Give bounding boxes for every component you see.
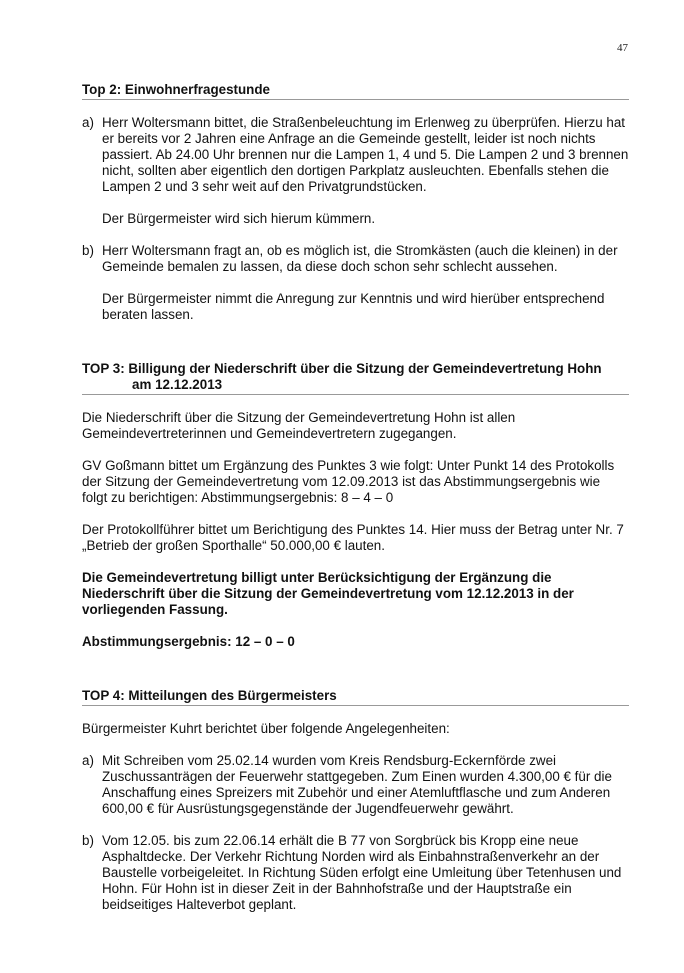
top4-heading: TOP 4: Mitteilungen des Bürgermeisters (82, 688, 629, 706)
top3-heading-line2: am 12.12.2013 (132, 377, 223, 392)
item-label: a) (82, 753, 94, 768)
top3-paragraph: Die Niederschrift über die Sitzung der Gemeindevertretung Hohn ist allen Gemeindevertreterinnen und Gemeindevertretern zugegangen. (82, 410, 516, 441)
top3-paragraph: Der Protokollführer bittet um Berichtigung des Punktes 14. Hier muss der Betrag unter Nr. 7 „Betrieb der großen Sporthalle“ 50.000,00 € lauten. (82, 522, 624, 553)
top2-item-a-response: Der Bürgermeister wird sich hierum kümmern. (102, 211, 376, 226)
top3-heading-line1: TOP 3: Billigung der Niederschrift über die Sitzung der Gemeindevertretung Hohn (82, 361, 602, 376)
top2-item-a-text: Herr Woltersmann bittet, die Straßenbeleuchtung im Erlenweg zu überprüfen. Hierzu hat er bereits vor 2 Jahren eine Anfrage an die Gemeinde gestellt, leider ist noch nichts passiert. Ab 24.00 Uhr brennen nur die Lampen 1, 4 und 5. Die Lampen 2 und 3 brennen nicht, sollten aber eigentlich den dortigen Parkplatz ausleuchten. Ebenfalls stehen die Lampen 2 und 3 sehr weit auf den Privatgrundstücken. (102, 115, 629, 194)
top2-item-b-text: Herr Woltersmann fragt an, ob es möglich ist, die Stromkästen (auch die kleinen) in der Gemeinde bemalen zu lassen, da diese doch schon sehr schlecht aussehen. (102, 243, 618, 274)
top3-vote-result: Abstimmungsergebnis: 12 – 0 – 0 (82, 634, 295, 649)
top4-item-a (82, 753, 629, 833)
item-label: b) (82, 833, 94, 848)
top2-item-b (82, 243, 629, 339)
top3-heading (82, 361, 629, 395)
page-number: 47 (617, 42, 628, 54)
top2-item-a (82, 115, 629, 243)
top3-paragraph: GV Goßmann bittet um Ergänzung des Punktes 3 wie folgt: Unter Punkt 14 des Protokolls der Sitzung der Gemeindevertretung vom 12.09.2013 ist das Abstimmungsergebnis wie folgt zu berichtigen: Abstimmungsergebnis: 8 – 4 – 0 (82, 458, 615, 505)
item-label: b) (82, 243, 94, 258)
top4-item-a-text: Mit Schreiben vom 25.02.14 wurden vom Kreis Rendsburg-Eckernförde zwei Zuschussanträgen der Feuerwehr stattgegeben. Zum Einen wurden 4.300,00 € für die Anschaffung eines Spreizers mit Zubehör und einer Atemluftflasche und zum Anderen 600,00 € für Ausrüstungsgegenstände der Jugendfeuerwehr gewährt. (102, 753, 612, 816)
top2-item-b-response: Der Bürgermeister nimmt die Anregung zur Kenntnis und wird hierüber entsprechend beraten lassen. (102, 291, 605, 322)
document-body (82, 82, 629, 929)
top3-resolution: Die Gemeindevertretung billigt unter Berücksichtigung der Ergänzung die Niederschrift über die Sitzung der Gemeindevertretung vom 12.12.2013 in der vorliegenden Fassung. (82, 570, 574, 617)
top4-item-b (82, 833, 629, 929)
top2-heading: Top 2: Einwohnerfragestunde (82, 82, 629, 100)
top4-intro: Bürgermeister Kuhrt berichtet über folgende Angelegenheiten: (82, 721, 450, 736)
item-label: a) (82, 115, 94, 130)
top4-item-b-text: Vom 12.05. bis zum 22.06.14 erhält die B 77 von Sorgbrück bis Kropp eine neue Asphaltdecke. Der Verkehr Richtung Norden wird als Einbahnstraßenverkehr an der Baustelle vorbeigeleitet. In Richtung Süden erfolgt eine Umleitung über Tetenhusen und Hohn. Für Hohn ist in dieser Zeit in der Bahnhofstraße und der Hauptstraße ein beidseitiges Halteverbot geplant. (102, 833, 622, 912)
